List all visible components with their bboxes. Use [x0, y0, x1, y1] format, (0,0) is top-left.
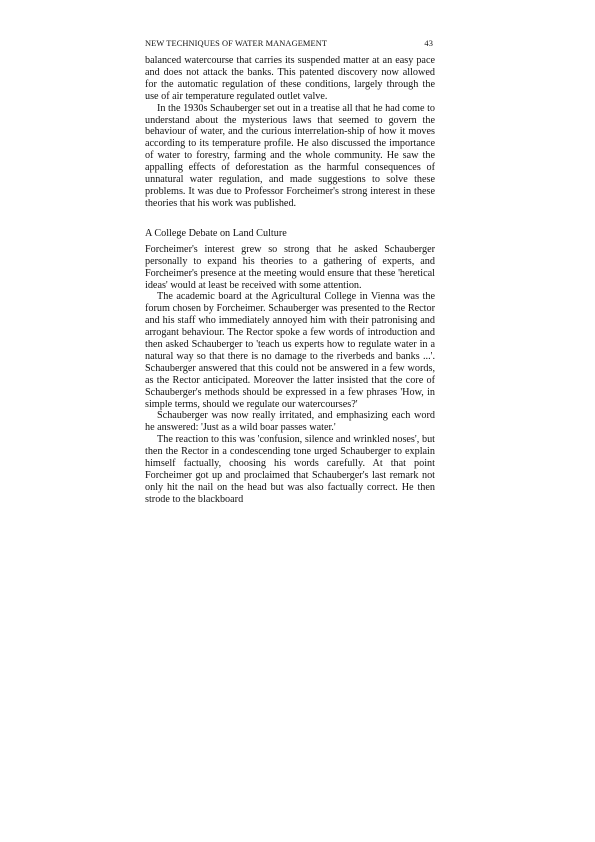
paragraph-reaction: The reaction to this was 'confusion, silence and wrinkled noses', but then the Rector in a condescending tone urged Schauberger to explain himself factually, choosing his words carefully. At that point Forcheimer got up and proclaimed that Schauberger's last remark not only hit the nail on the head but was also factually correct. He then strode to the blackboard: [145, 434, 435, 505]
running-head: [145, 38, 433, 50]
section-heading: A College Debate on Land Culture: [145, 227, 287, 239]
running-title: NEW TECHNIQUES OF WATER MANAGEMENT: [145, 39, 328, 48]
paragraph-treatise: In the 1930s Schauberger set out in a treatise all that he had come to understand about the mysterious laws that seemed to govern the behaviour of water, and the curious interrelation-ship of how it moves according to its temperature profile. He also discussed the importance of water to forestry, farming and the whole community. He saw the appalling effects of deforestation as the harmful consequences of unnatural water regulation, and made suggestions to solve these problems. It was due to Professor Forcheimer's strong interest in these theories that his work was published.: [145, 102, 435, 209]
paragraph-academic-board: The academic board at the Agricultural College in Vienna was the forum chosen by Forcheimer. Schauberger was presented to the Rector and his staff who immediately annoyed him with their patronising and arrogant behaviour. The Rector spoke a few words of introduction and then asked Schauberger to 'teach us experts how to regulate water in a natural way so that there is no damage to the riverbeds and banks ...'. Schauberger answered that this could not be answered in a few words, as the Rector anticipated. Moreover the latter insisted that the core of Schauberger's methods should be expressed in a few phrases 'How, in simple terms, should we regulate our watercourses?': [145, 291, 435, 410]
text-column: [145, 55, 435, 506]
paragraph-wild-boar: Schauberger was now really irritated, and emphasizing each word he answered: 'Just as a wild boar passes water.': [145, 410, 435, 434]
paragraph-forcheimer-interest: Forcheimer's interest grew so strong that he asked Schauberger personally to expand his theories to a gathering of experts, and Forcheimer's presence at the meeting would ensure that these 'heretical ideas' would at least be received with some attention.: [145, 243, 435, 291]
page-number: 43: [424, 39, 433, 48]
paragraph-continued: balanced watercourse that carries its suspended matter at an easy pace and does not attack the banks. This patented discovery now allowed for the automatic regulation of these conditions, largely through the use of air temperature regulated outlet valve.: [145, 55, 435, 102]
